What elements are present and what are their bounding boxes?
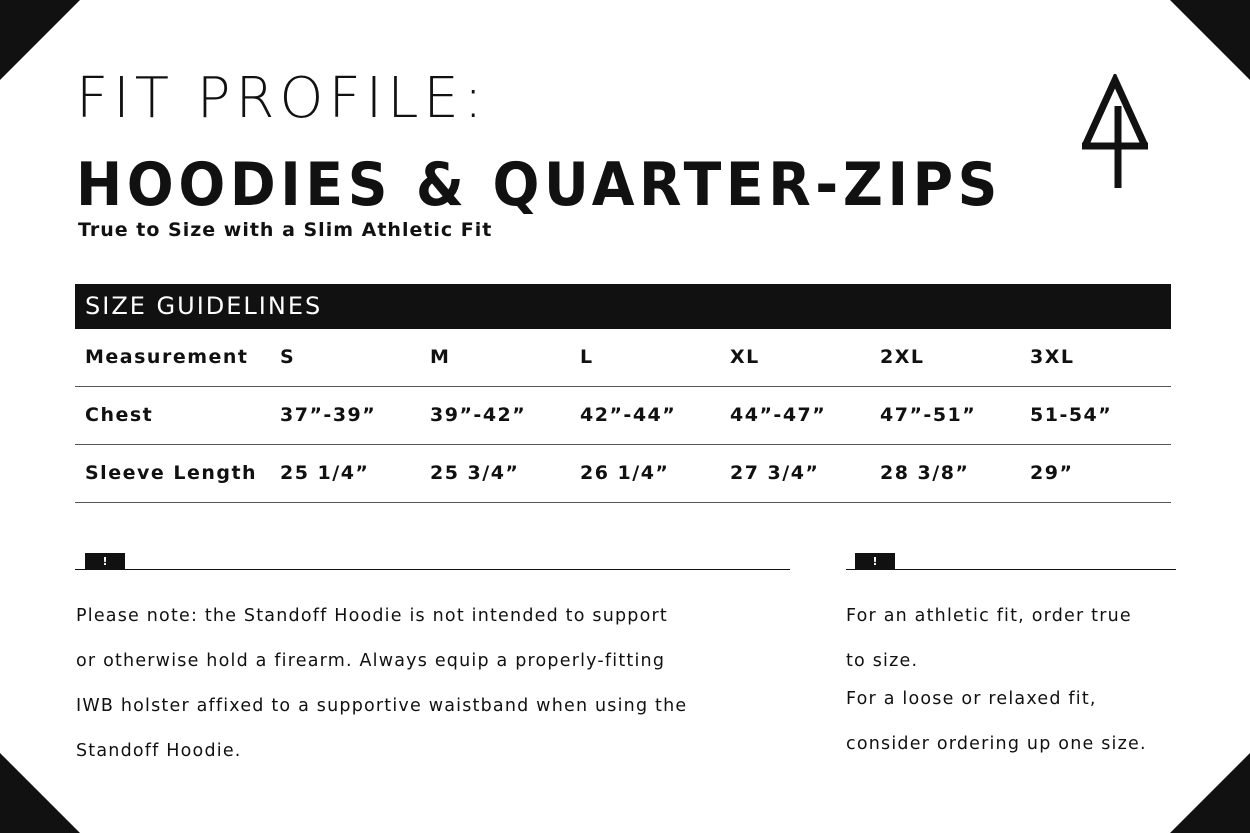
- warning-icon: !: [85, 553, 125, 570]
- column-header-2xl: 2XL: [880, 346, 925, 368]
- table-cell: 28 3/8”: [880, 462, 970, 484]
- column-header-xl: XL: [730, 346, 760, 368]
- table-cell: 51-54”: [1030, 404, 1113, 426]
- section-header-bar: [75, 284, 1171, 329]
- fit-note-relaxed: [846, 665, 1147, 778]
- note-line: IWB holster affixed to a supportive waistband when using the: [76, 695, 688, 716]
- page-title-prefix: FIT PROFILE:: [76, 66, 488, 131]
- note-line: Please note: the Standoff Hoodie is not intended to support: [76, 605, 668, 626]
- corner-decoration-bottom-left: [0, 753, 80, 833]
- table-cell: 37”-39”: [280, 404, 377, 426]
- note-line: consider ordering up one size.: [846, 733, 1147, 754]
- firearm-note: [76, 582, 687, 785]
- note-line: For a loose or relaxed fit,: [846, 688, 1097, 709]
- row-label: Sleeve Length: [85, 462, 258, 484]
- column-header-s: S: [280, 346, 296, 368]
- info-icon: !: [855, 553, 895, 570]
- column-header-3xl: 3XL: [1030, 346, 1075, 368]
- page-title: HOODIES & QUARTER-ZIPS: [76, 150, 1002, 220]
- note-divider: [846, 569, 1176, 570]
- table-row-sleeve-length: [75, 445, 1171, 503]
- page-subtitle: True to Size with a Slim Athletic Fit: [78, 219, 493, 241]
- section-title: SIZE GUIDELINES: [85, 292, 323, 320]
- note-line: or otherwise hold a firearm. Always equip a properly-fitting: [76, 650, 666, 671]
- column-header-m: M: [430, 346, 451, 368]
- table-cell: 39”-42”: [430, 404, 527, 426]
- corner-decoration-top-left: [0, 0, 80, 80]
- note-line: Standoff Hoodie.: [76, 740, 242, 761]
- table-cell: 44”-47”: [730, 404, 827, 426]
- note-line: to size.: [846, 650, 919, 671]
- table-cell: 25 3/4”: [430, 462, 520, 484]
- table-cell: 47”-51”: [880, 404, 977, 426]
- column-header-measurement: Measurement: [85, 346, 249, 368]
- corner-decoration-bottom-right: [1170, 753, 1250, 833]
- table-cell: 29”: [1030, 462, 1074, 484]
- column-header-l: L: [580, 346, 594, 368]
- table-cell: 25 1/4”: [280, 462, 370, 484]
- row-label: Chest: [85, 404, 154, 426]
- table-row-chest: [75, 387, 1171, 445]
- table-cell: 27 3/4”: [730, 462, 820, 484]
- table-cell: 26 1/4”: [580, 462, 670, 484]
- size-table: [75, 329, 1171, 503]
- brand-logo-icon: [1082, 74, 1148, 190]
- note-divider: [75, 569, 790, 570]
- note-line: For an athletic fit, order true: [846, 605, 1132, 626]
- table-cell: 42”-44”: [580, 404, 677, 426]
- corner-decoration-top-right: [1170, 0, 1250, 80]
- table-header-row: [75, 329, 1171, 387]
